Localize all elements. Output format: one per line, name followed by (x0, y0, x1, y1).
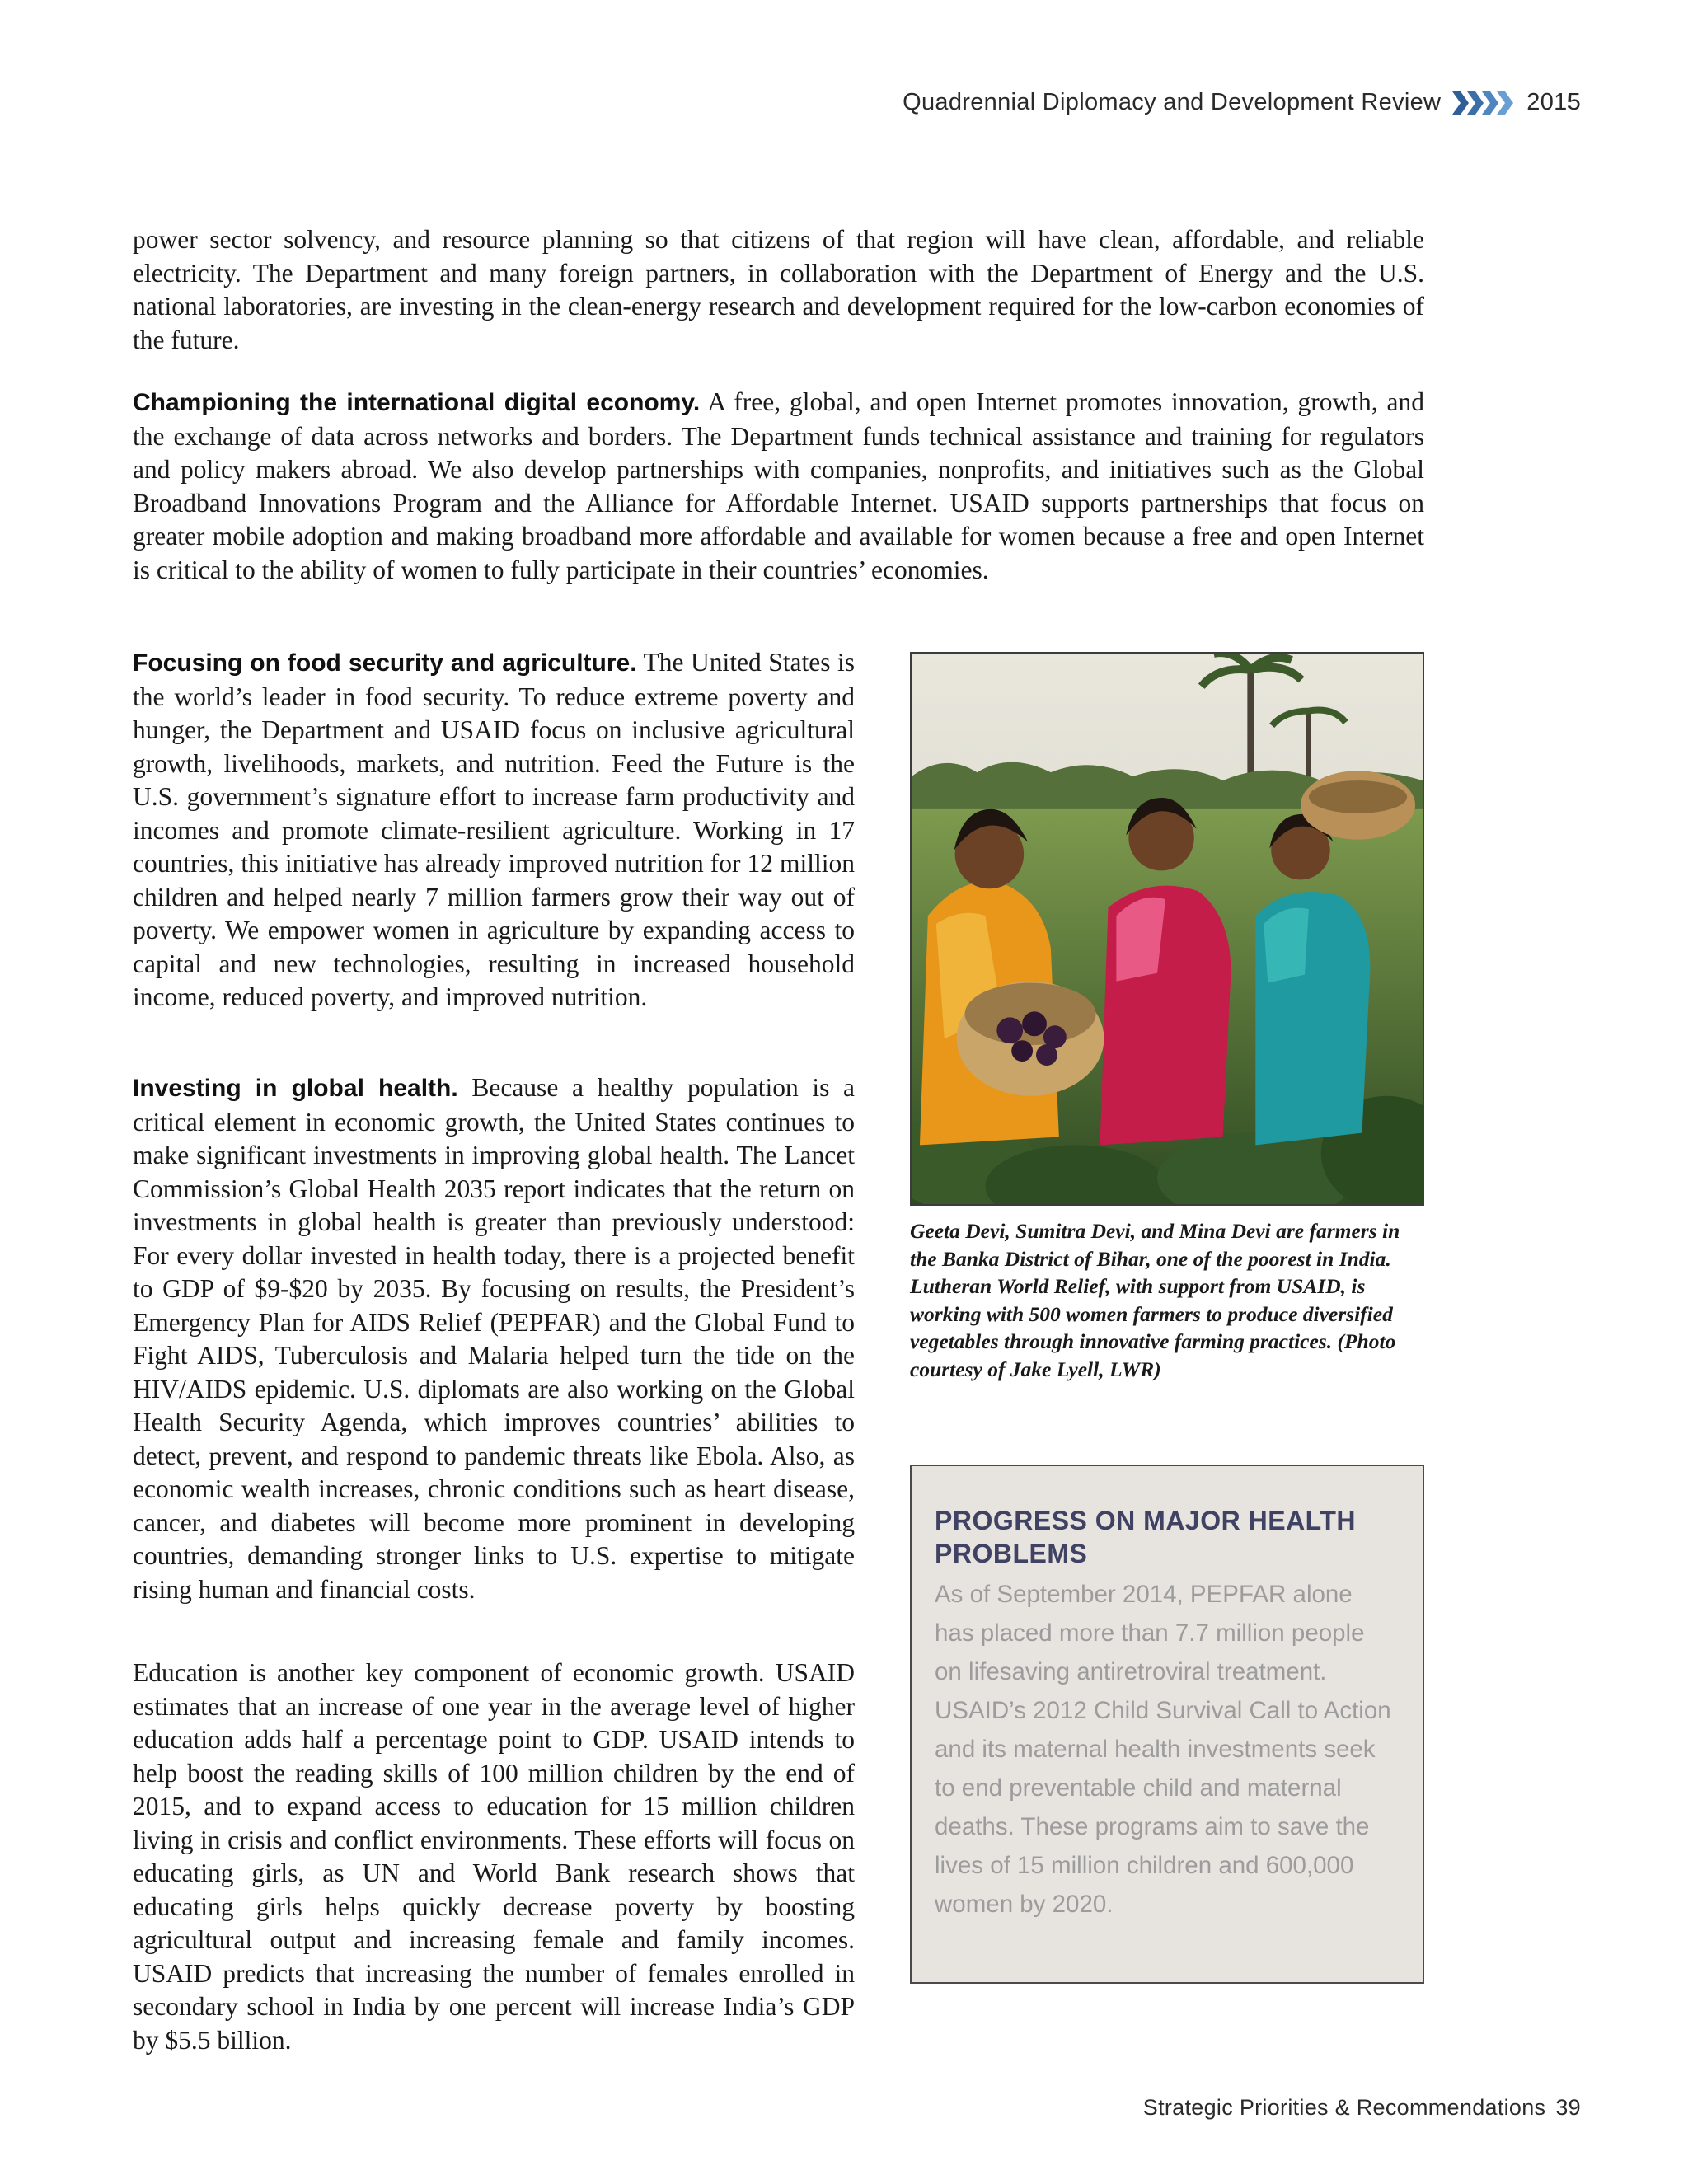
education-text: Education is another key component of economic growth. USAID estimates that an increase of one year in the average level of higher education adds half a percentage point to GDP. USAID intends to help boost the reading skills of 100 million children by the end of 2015, and to expand access to education for 15 million children living in crisis and conflict environments. These efforts will focus on educating girls, as UN and World Bank research shows that educating girls helps quickly decrease poverty by boosting agricultural output and increasing female and family incomes. USAID predicts that increasing the number of females enrolled in secondary school in India by one percent will increase India’s GDP by $5.5 billion. (133, 1658, 855, 2055)
food-security-text: The United States is the world’s leader in food security. To reduce extreme poverty and hunger, the Department and USAID focus on inclusive agricultural growth, livelihoods, markets, and nutrition. Feed the Future is the U.S. government’s signature effort to increase farm productivity and incomes and promote climate-resilient agriculture. Working in 17 countries, this initiative has already improved nutrition for 12 million children and helped nearly 7 million farmers grow their way out of poverty. We empower women in agriculture by expanding access to capital and new technologies, resulting in increased household income, reduced poverty, and improved nutrition. (133, 648, 855, 1011)
callout-text: As of September 2014, PEPFAR alone has placed more than 7.7 million people on lifesaving antiretroviral treatment. USAID’s 2012 Child Survival Call to Action and its maternal health investments seek to end preventable child and maternal deaths. These programs aim to save the lives of 15 million children and 600,000 women by 2020. (935, 1581, 1391, 1918)
running-footer (1143, 2095, 1581, 2121)
health-progress-callout (910, 1465, 1424, 1984)
document-title: Quadrennial Diplomacy and Development Review (903, 89, 1442, 115)
farmers-photo (910, 652, 1424, 1206)
digital-economy-text: A free, global, and open Internet promotes innovation, growth, and the exchange of data across networks and borders. The Department funds technical assistance and training for regulators and policy makers abroad. We also develop partnerships with companies, nonprofits, and initiatives such as the Global Broadband Innovations Program and the Alliance for Affordable Internet. USAID supports partnerships that focus on greater mobile adoption and making broadband more affordable and available for women because a free and open Internet is critical to the ability of women to fully participate in their countries’ economies. (133, 387, 1424, 584)
global-health-paragraph (133, 1071, 855, 1606)
global-health-text: Because a healthy population is a critical element in economic growth, the United States continues to make significant investments in improving global health. The Lancet Commission’s Global Health 2035 report indicates that the return on investments in global health is greater than previously understood: For every dollar invested in health today, there is a projected benefit to GDP of $9-$20 by 2035. By focusing on results, the President’s Emergency Plan for AIDS Relief (PEPFAR) and the Global Fund to Fight AIDS, Tuberculosis and Malaria helped turn the tide on the HIV/AIDS epidemic. U.S. diplomats are also working on the Global Health Security Agenda, which improves countries’ abilities to detect, prevent, and respond to pandemic threats like Ebola. Also, as economic wealth increases, chronic conditions such as heart disease, cancer, and diabetes will become more prominent in developing countries, demanding stronger links to U.S. expertise to mitigate rising human and financial costs. (133, 1073, 855, 1604)
global-health-heading: Investing in global health. (133, 1075, 458, 1102)
food-security-paragraph (133, 646, 855, 1015)
intro-text: power sector solvency, and resource planning so that citizens of that region will have clean, affordable, and reliable electricity. The Department and many foreign partners, in collaboration with the Department of Energy and the U.S. national laboratories, are investing in the clean-energy research and development required for the low-carbon economies of the future. (133, 225, 1424, 354)
digital-economy-heading: Championing the international digital economy. (133, 389, 701, 416)
food-security-heading: Focusing on food security and agriculture. (133, 649, 637, 677)
photo-caption: Geeta Devi, Sumitra Devi, and Mina Devi are farmers in the Banka District of Bihar, one of the poorest in India. Lutheran World Relief, with support from USAID, is working with 500 women farmers to produce diversified vegetables through innovative farming practices. (Photo courtesy of Jake Lyell, LWR) (910, 1219, 1400, 1381)
intro-paragraph (133, 223, 1424, 357)
callout-title: PROGRESS ON MAJOR HEALTH PROBLEMS (935, 1506, 1356, 1568)
document-year: 2015 (1526, 89, 1581, 115)
digital-economy-paragraph (133, 386, 1424, 587)
education-paragraph (133, 1657, 855, 2057)
chevron-arrows-icon (1452, 90, 1515, 116)
farmers-photo-illustration (912, 654, 1423, 1204)
running-header (903, 89, 1581, 116)
page-number: 39 (1555, 2095, 1581, 2120)
footer-section-title: Strategic Priorities & Recommendations (1142, 2095, 1546, 2120)
